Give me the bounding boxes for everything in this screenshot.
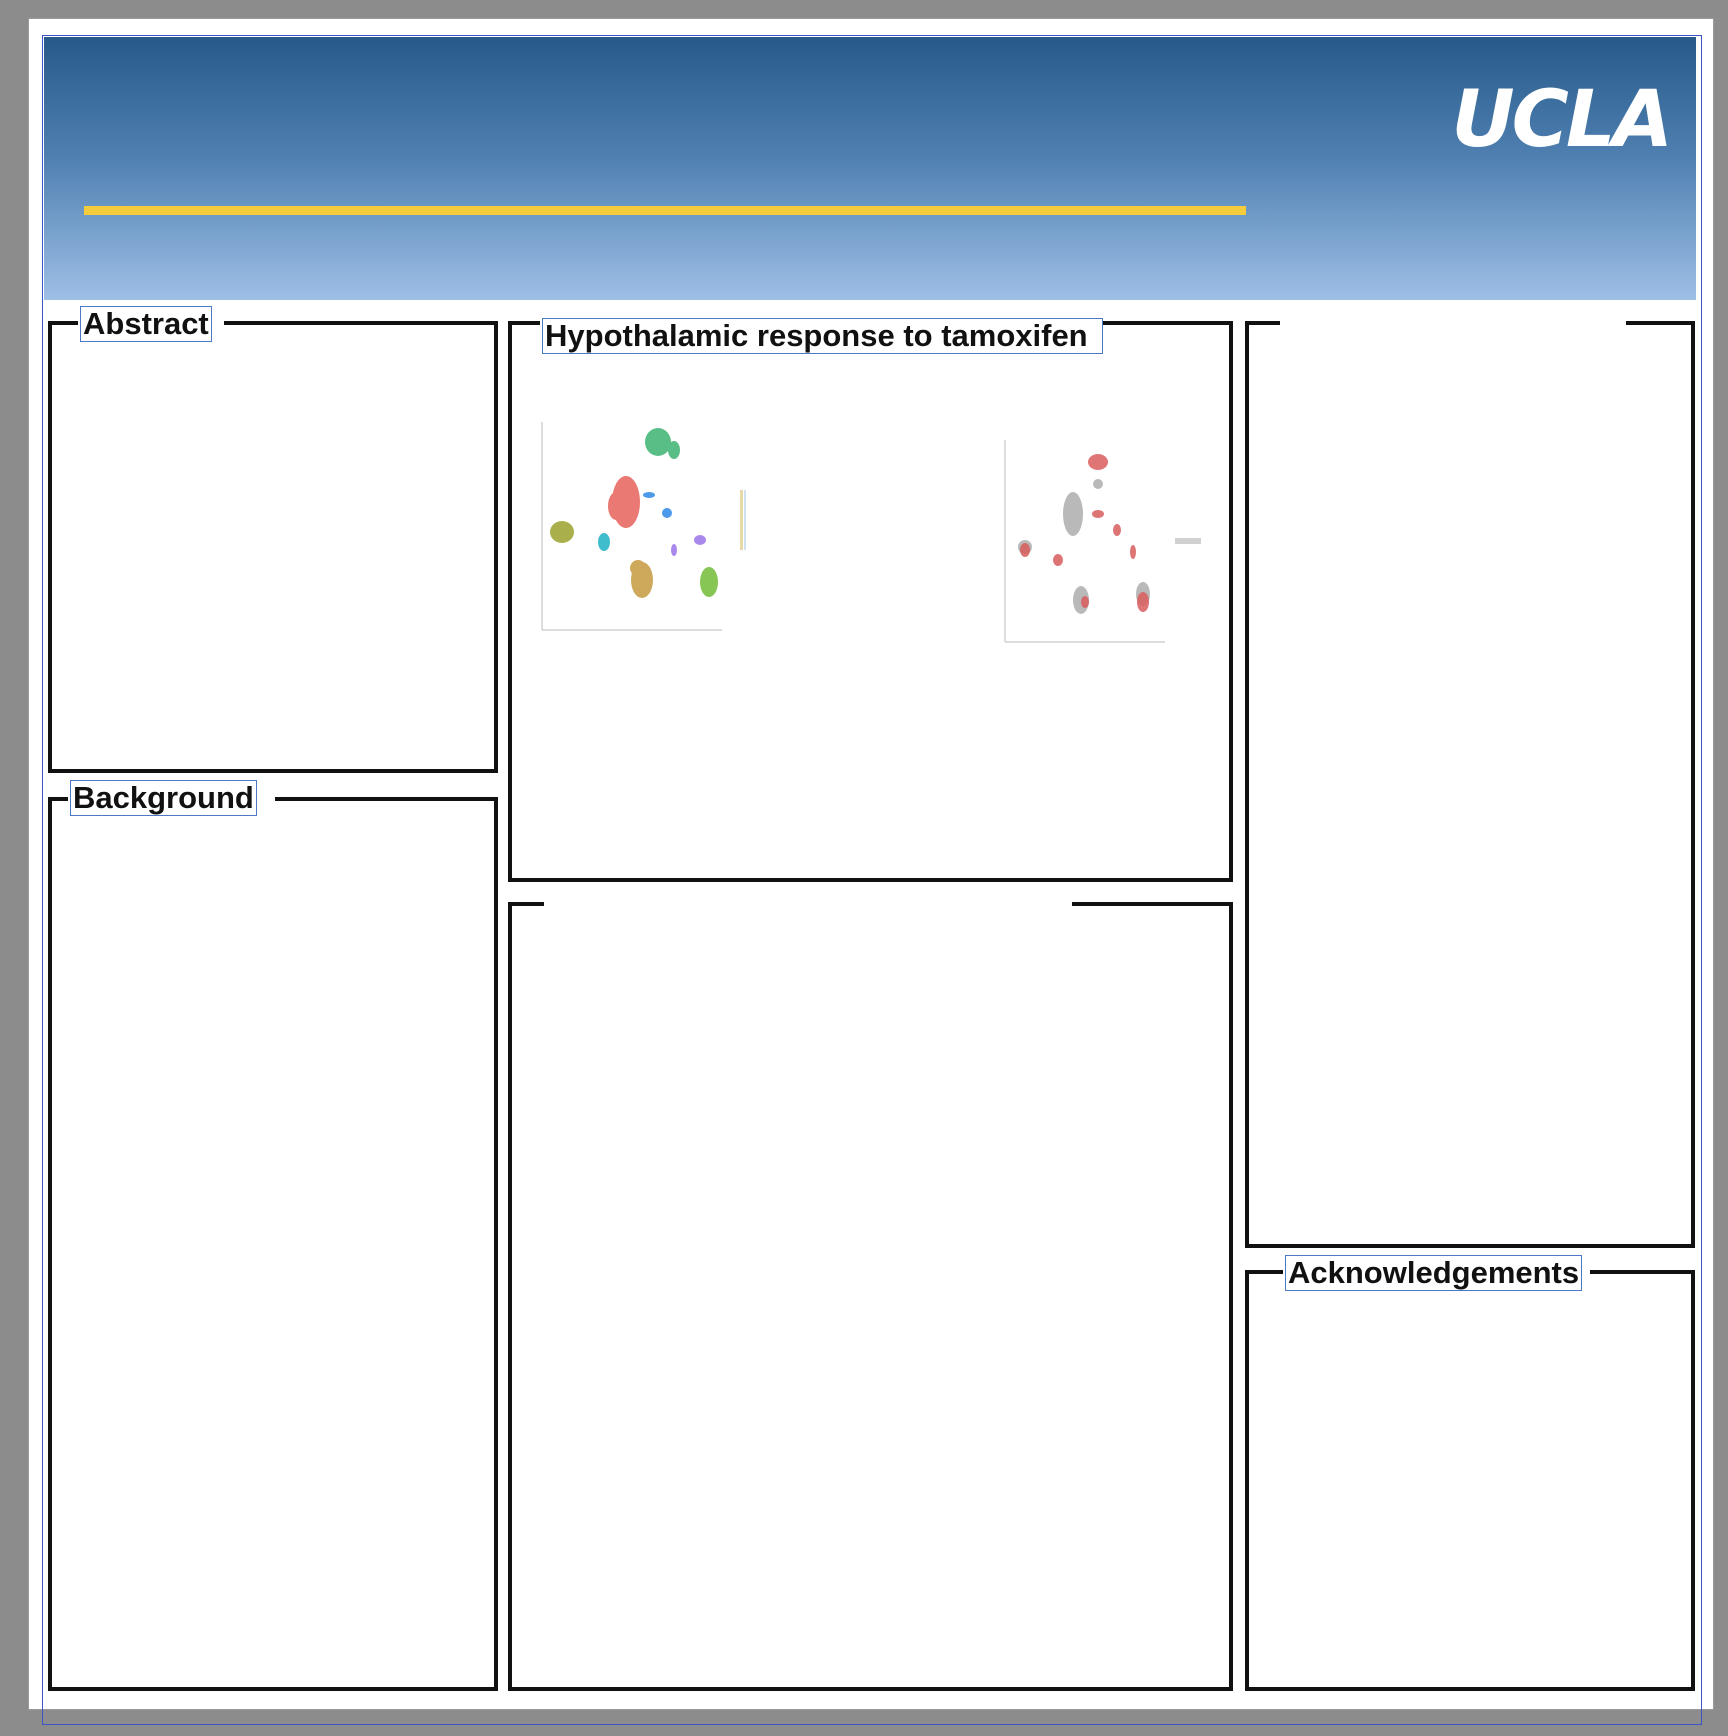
ucla-logo: UCLA <box>1451 75 1670 165</box>
umap-cluster-orange <box>630 560 653 598</box>
results-panel <box>508 902 1233 1691</box>
acknowledgements-heading <box>1283 1255 1590 1291</box>
umap-legend <box>740 490 746 550</box>
umap-cluster-green <box>645 428 680 459</box>
background-heading <box>68 780 275 816</box>
hypothalamic-heading <box>540 318 1103 354</box>
umap-cluster-olive <box>550 521 574 543</box>
acknowledgements-panel <box>1245 1270 1695 1691</box>
results-heading-gap <box>544 899 1072 907</box>
abstract-heading <box>78 306 224 342</box>
conclusions-panel <box>1245 321 1695 1248</box>
acknowledgements-title: Acknowledgements <box>1285 1255 1582 1291</box>
abstract-panel <box>48 321 498 773</box>
gold-divider <box>84 206 1246 215</box>
umap-legend-right <box>1175 538 1201 544</box>
umap-cluster-red <box>608 476 640 528</box>
umap-cluster-lime <box>700 567 718 597</box>
conclusions-heading-gap <box>1280 318 1626 326</box>
umap-figure-left <box>532 410 762 640</box>
umap-cluster-violet <box>671 535 706 556</box>
header-banner <box>44 37 1696 300</box>
background-panel <box>48 797 498 1691</box>
umap-points-gray <box>1018 479 1150 614</box>
abstract-title: Abstract <box>80 306 212 342</box>
umap-cluster-cyan <box>598 533 610 551</box>
hypothalamic-title: Hypothalamic response to tamoxifen <box>542 318 1103 354</box>
background-title: Background <box>70 780 257 816</box>
umap-cluster-blue <box>643 492 672 518</box>
umap-figure-right <box>985 432 1215 662</box>
